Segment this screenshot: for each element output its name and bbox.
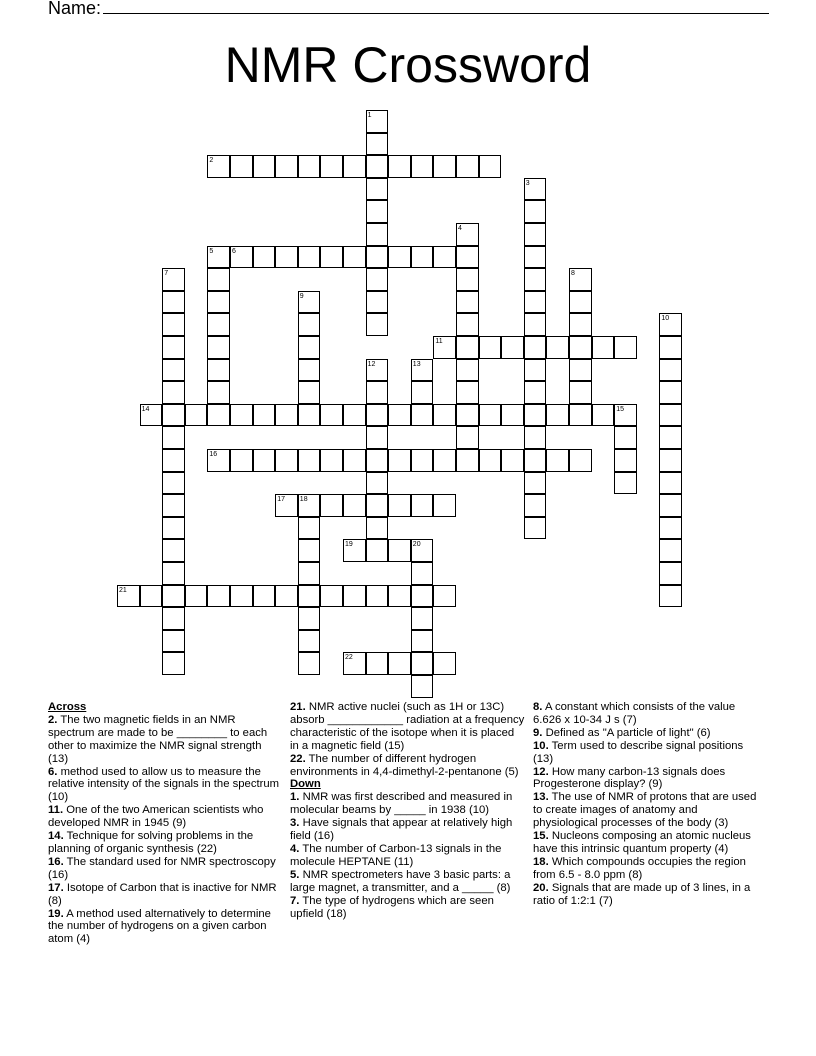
crossword-cell[interactable] bbox=[388, 585, 411, 608]
crossword-cell[interactable] bbox=[298, 517, 321, 540]
crossword-cell[interactable] bbox=[456, 426, 479, 449]
clue-number: 8 bbox=[571, 270, 575, 278]
across-clue: 17. Isotope of Carbon that is inactive for NMR (8) bbox=[48, 881, 277, 907]
crossword-cell[interactable] bbox=[479, 336, 502, 359]
crossword-cell[interactable] bbox=[659, 585, 682, 608]
crossword-cell[interactable] bbox=[546, 404, 569, 427]
crossword-cell[interactable] bbox=[479, 404, 502, 427]
crossword-cell[interactable] bbox=[569, 268, 592, 291]
crossword-cell[interactable] bbox=[479, 449, 502, 472]
crossword-cell[interactable] bbox=[366, 381, 389, 404]
crossword-cell[interactable] bbox=[275, 404, 298, 427]
crossword-cell[interactable] bbox=[162, 381, 185, 404]
crossword-cell[interactable] bbox=[456, 268, 479, 291]
crossword-cell[interactable] bbox=[162, 539, 185, 562]
crossword-cell[interactable] bbox=[207, 449, 230, 472]
across-clue: 14. Technique for solving problems in the planning of organic synthesis (22) bbox=[48, 830, 254, 855]
crossword-cell[interactable] bbox=[524, 426, 547, 449]
crossword-cell[interactable] bbox=[411, 539, 434, 562]
clue-number: 17 bbox=[277, 496, 285, 504]
crossword-cell[interactable] bbox=[207, 268, 230, 291]
crossword-cell[interactable] bbox=[456, 449, 479, 472]
across-clue: 2. The two magnetic fields in an NMR spectrum are made to be ________ to each other to maximize the NMR signal strength (13) bbox=[48, 713, 268, 765]
crossword-cell[interactable] bbox=[343, 585, 366, 608]
crossword-cell[interactable] bbox=[298, 246, 321, 269]
crossword-cell[interactable] bbox=[659, 426, 682, 449]
crossword-cell[interactable] bbox=[298, 630, 321, 653]
crossword-cell[interactable] bbox=[366, 155, 389, 178]
across-clue: 21. NMR active nuclei (such as 1H or 13C) absorb ____________ radiation at a frequency characteristic of the isotope when it is placed in a magnetic field (15) bbox=[290, 701, 525, 752]
crossword-cell[interactable] bbox=[456, 404, 479, 427]
crossword-cell[interactable] bbox=[366, 291, 389, 314]
crossword-cell[interactable] bbox=[501, 449, 524, 472]
crossword-cell[interactable] bbox=[298, 562, 321, 585]
down-clue: 13. The use of NMR of protons that are used to create images of anatomy and physiological processes of the body (3) bbox=[533, 791, 757, 830]
crossword-cell[interactable] bbox=[366, 359, 389, 382]
crossword-cell[interactable] bbox=[433, 155, 456, 178]
crossword-cell[interactable] bbox=[501, 336, 524, 359]
crossword-cell[interactable] bbox=[298, 494, 321, 517]
crossword-cell[interactable] bbox=[207, 359, 230, 382]
clue-number: 12 bbox=[367, 360, 376, 368]
crossword-cell[interactable] bbox=[524, 449, 547, 472]
crossword-cell[interactable] bbox=[479, 155, 502, 178]
crossword-cell[interactable] bbox=[253, 155, 276, 178]
clue-number: 20 bbox=[412, 541, 421, 549]
crossword-cell[interactable] bbox=[162, 607, 185, 630]
crossword-cell[interactable] bbox=[343, 539, 366, 562]
clue-number: 9 bbox=[299, 292, 304, 300]
crossword-cell[interactable] bbox=[569, 291, 592, 314]
crossword-cell[interactable] bbox=[275, 449, 298, 472]
crossword-cell[interactable] bbox=[659, 539, 682, 562]
crossword-cell[interactable] bbox=[411, 585, 434, 608]
down-clue: 1. NMR was first described and measured in molecular beams by _____ in 1938 (10) bbox=[290, 791, 513, 817]
clue-number: 11 bbox=[435, 338, 443, 345]
crossword-cell[interactable] bbox=[162, 359, 185, 382]
crossword-cell[interactable] bbox=[433, 494, 456, 517]
crossword-cell[interactable] bbox=[388, 246, 411, 269]
crossword-cell[interactable] bbox=[592, 336, 615, 359]
crossword-cell[interactable] bbox=[456, 313, 479, 336]
crossword-cell[interactable] bbox=[343, 404, 366, 427]
crossword-cell[interactable] bbox=[366, 449, 389, 472]
crossword-cell[interactable] bbox=[366, 517, 389, 540]
crossword-cell[interactable] bbox=[433, 449, 456, 472]
crossword-cell[interactable] bbox=[411, 652, 434, 675]
crossword-cell[interactable] bbox=[546, 449, 569, 472]
crossword-cell[interactable] bbox=[320, 246, 343, 269]
crossword-cell[interactable] bbox=[298, 607, 321, 630]
crossword-cell[interactable] bbox=[320, 404, 343, 427]
crossword-cell[interactable] bbox=[388, 155, 411, 178]
crossword-cell[interactable] bbox=[411, 675, 434, 698]
crossword-cell[interactable] bbox=[456, 155, 479, 178]
crossword-cell[interactable] bbox=[230, 449, 253, 472]
crossword-cell[interactable] bbox=[343, 494, 366, 517]
crossword-cell[interactable] bbox=[524, 381, 547, 404]
crossword-cell[interactable] bbox=[659, 336, 682, 359]
clue-number: 18 bbox=[299, 496, 308, 504]
crossword-cell[interactable] bbox=[524, 517, 547, 540]
crossword-cell[interactable] bbox=[298, 404, 321, 427]
crossword-cell[interactable] bbox=[659, 472, 682, 495]
crossword-cell[interactable] bbox=[524, 336, 547, 359]
crossword-cell[interactable] bbox=[366, 585, 389, 608]
crossword-cell[interactable] bbox=[162, 494, 185, 517]
clue-number: 1 bbox=[367, 112, 372, 119]
crossword-cell[interactable] bbox=[162, 426, 185, 449]
crossword-cell[interactable] bbox=[614, 472, 637, 495]
crossword-cell[interactable] bbox=[230, 404, 253, 427]
crossword-cell[interactable] bbox=[162, 585, 185, 608]
crossword-cell[interactable] bbox=[456, 291, 479, 314]
across-clue: 16. The standard used for NMR spectroscopy (16) bbox=[48, 855, 276, 881]
crossword-cell[interactable] bbox=[253, 585, 276, 608]
crossword-cell[interactable] bbox=[388, 652, 411, 675]
crossword-cell[interactable] bbox=[298, 291, 321, 314]
down-clue: 20. Signals that are made up of 3 lines, in a ratio of 1:2:1 (7) bbox=[533, 881, 751, 907]
crossword-cell[interactable] bbox=[298, 336, 321, 359]
crossword-cell[interactable] bbox=[524, 291, 547, 314]
crossword-cell[interactable] bbox=[275, 246, 298, 269]
crossword-cell[interactable] bbox=[366, 178, 389, 201]
across-clue: 11. One of the two American scientists who developed NMR in 1945 (9) bbox=[48, 804, 264, 830]
crossword-cell[interactable] bbox=[569, 359, 592, 382]
down-clue: 5. NMR spectrometers have 3 basic parts: a large magnet, a transmitter, and a _____ (8) bbox=[290, 868, 511, 894]
crossword-cell[interactable] bbox=[411, 404, 434, 427]
crossword-cell[interactable] bbox=[298, 313, 321, 336]
crossword-cell[interactable] bbox=[366, 652, 389, 675]
crossword-cell[interactable] bbox=[614, 336, 637, 359]
crossword-cell[interactable] bbox=[366, 110, 389, 133]
clue-number: 2 bbox=[209, 157, 214, 165]
crossword-cell[interactable] bbox=[456, 359, 479, 382]
crossword-cell[interactable] bbox=[659, 562, 682, 585]
crossword-cell[interactable] bbox=[162, 517, 185, 540]
crossword-cell[interactable] bbox=[207, 155, 230, 178]
crossword-cell[interactable] bbox=[140, 585, 163, 608]
crossword-cell[interactable] bbox=[388, 494, 411, 517]
crossword-cell[interactable] bbox=[207, 291, 230, 314]
crossword-cell[interactable] bbox=[162, 313, 185, 336]
crossword-cell[interactable] bbox=[343, 652, 366, 675]
crossword-cell[interactable] bbox=[253, 449, 276, 472]
crossword-cell[interactable] bbox=[569, 336, 592, 359]
crossword-cell[interactable] bbox=[433, 336, 456, 359]
crossword-cell[interactable] bbox=[524, 200, 547, 223]
crossword-cell[interactable] bbox=[524, 472, 547, 495]
crossword-cell[interactable] bbox=[524, 268, 547, 291]
crossword-cell[interactable] bbox=[298, 359, 321, 382]
crossword-cell[interactable] bbox=[433, 585, 456, 608]
crossword-cell[interactable] bbox=[388, 539, 411, 562]
crossword-cell[interactable] bbox=[366, 313, 389, 336]
crossword-cell[interactable] bbox=[433, 652, 456, 675]
crossword-cell[interactable] bbox=[207, 313, 230, 336]
crossword-cell[interactable] bbox=[366, 426, 389, 449]
crossword-cell[interactable] bbox=[366, 246, 389, 269]
crossword-cell[interactable] bbox=[524, 494, 547, 517]
clue-number: 3 bbox=[525, 179, 530, 187]
crossword-cell[interactable] bbox=[411, 155, 434, 178]
crossword-cell[interactable] bbox=[659, 404, 682, 427]
crossword-cell[interactable] bbox=[343, 246, 366, 269]
crossword-cell[interactable] bbox=[546, 336, 569, 359]
crossword-cell[interactable] bbox=[162, 449, 185, 472]
crossword-cell[interactable] bbox=[524, 404, 547, 427]
crossword-cell[interactable] bbox=[343, 155, 366, 178]
clue-column-2 bbox=[290, 701, 526, 920]
crossword-cell[interactable] bbox=[185, 404, 208, 427]
crossword-cell[interactable] bbox=[162, 562, 185, 585]
clue-number: 14 bbox=[141, 405, 150, 413]
clue-number: 22 bbox=[345, 654, 353, 662]
crossword-cell[interactable] bbox=[185, 585, 208, 608]
crossword-cell[interactable] bbox=[162, 472, 185, 495]
crossword-cell[interactable] bbox=[411, 562, 434, 585]
crossword-cell[interactable] bbox=[524, 246, 547, 269]
crossword-cell[interactable] bbox=[253, 246, 276, 269]
crossword-cell[interactable] bbox=[433, 246, 456, 269]
crossword-cell[interactable] bbox=[298, 585, 321, 608]
crossword-cell[interactable] bbox=[411, 359, 434, 382]
crossword-cell[interactable] bbox=[659, 313, 682, 336]
down-clue: 15. Nucleons composing an atomic nucleus have this intrinsic quantum property (4) bbox=[533, 830, 751, 855]
down-clue: 12. How many carbon-13 signals does Progesterone display? (9) bbox=[533, 765, 726, 791]
crossword-cell[interactable] bbox=[614, 426, 637, 449]
crossword-cell[interactable] bbox=[569, 381, 592, 404]
crossword-cell[interactable] bbox=[524, 178, 547, 201]
crossword-cell[interactable] bbox=[298, 381, 321, 404]
crossword-cell[interactable] bbox=[411, 630, 434, 653]
clue-number: 15 bbox=[616, 405, 624, 413]
crossword-cell[interactable] bbox=[388, 404, 411, 427]
crossword-cell[interactable] bbox=[253, 404, 276, 427]
name-label: Name: bbox=[48, 0, 102, 18]
crossword-cell[interactable] bbox=[659, 517, 682, 540]
down-clue: 4. The number of Carbon-13 signals in the molecule HEPTANE (11) bbox=[290, 842, 502, 868]
across-clue: 22. The number of different hydrogen environments in 4,4-dimethyl-2-pentanone (5) bbox=[290, 752, 519, 778]
clue-number: 16 bbox=[209, 451, 218, 458]
crossword-cell[interactable] bbox=[230, 585, 253, 608]
crossword-cell[interactable] bbox=[320, 494, 343, 517]
crossword-cell[interactable] bbox=[320, 585, 343, 608]
crossword-cell[interactable] bbox=[411, 607, 434, 630]
crossword-cell[interactable] bbox=[275, 494, 298, 517]
crossword-cell[interactable] bbox=[320, 449, 343, 472]
crossword-cell[interactable] bbox=[207, 336, 230, 359]
crossword-cell[interactable] bbox=[569, 313, 592, 336]
crossword-cell[interactable] bbox=[343, 449, 366, 472]
crossword-cell[interactable] bbox=[659, 494, 682, 517]
down-clue: 8. A constant which consists of the value 6.626 x 10-34 J s (7) bbox=[533, 701, 736, 726]
crossword-cell[interactable] bbox=[659, 381, 682, 404]
clue-column-1 bbox=[48, 701, 280, 946]
clue-number: 19 bbox=[345, 541, 353, 549]
across-heading: Across bbox=[48, 701, 87, 713]
crossword-cell[interactable] bbox=[298, 652, 321, 675]
crossword-cell[interactable] bbox=[275, 585, 298, 608]
crossword-cell[interactable] bbox=[366, 494, 389, 517]
across-clue: 6. method used to allow us to measure the relative intensity of the signals in the spectrum (10) bbox=[48, 765, 280, 804]
crossword-cell[interactable] bbox=[162, 630, 185, 653]
crossword-cell[interactable] bbox=[366, 200, 389, 223]
crossword-cell[interactable] bbox=[207, 404, 230, 427]
crossword-cell[interactable] bbox=[298, 155, 321, 178]
down-clue: 10. Term used to describe signal positions (13) bbox=[533, 739, 744, 765]
crossword-cell[interactable] bbox=[140, 404, 163, 427]
crossword-cell[interactable] bbox=[659, 449, 682, 472]
crossword-cell[interactable] bbox=[411, 494, 434, 517]
crossword-cell[interactable] bbox=[320, 155, 343, 178]
crossword-cell[interactable] bbox=[592, 404, 615, 427]
clue-number: 4 bbox=[458, 225, 462, 232]
crossword-cell[interactable] bbox=[366, 404, 389, 427]
crossword-cell[interactable] bbox=[501, 404, 524, 427]
clue-number: 13 bbox=[412, 360, 421, 368]
down-clue: 3. Have signals that appear at relatively high field (16) bbox=[290, 817, 513, 843]
crossword-cell[interactable] bbox=[456, 336, 479, 359]
crossword-cell[interactable] bbox=[366, 223, 389, 246]
crossword-cell[interactable] bbox=[162, 404, 185, 427]
crossword-cell[interactable] bbox=[411, 246, 434, 269]
clue-number: 6 bbox=[232, 247, 236, 255]
crossword-cell[interactable] bbox=[524, 359, 547, 382]
clue-column-3 bbox=[533, 701, 763, 908]
crossword-cell[interactable] bbox=[162, 268, 185, 291]
crossword-cell[interactable] bbox=[411, 381, 434, 404]
crossword-cell[interactable] bbox=[207, 585, 230, 608]
crossword-cell[interactable] bbox=[456, 381, 479, 404]
crossword-cell[interactable] bbox=[162, 291, 185, 314]
crossword-cell[interactable] bbox=[275, 155, 298, 178]
clue-number: 10 bbox=[661, 315, 670, 323]
crossword-cell[interactable] bbox=[117, 585, 140, 608]
crossword-cell[interactable] bbox=[162, 652, 185, 675]
page-title: NMR Crossword bbox=[224, 37, 592, 93]
crossword-cell[interactable] bbox=[298, 539, 321, 562]
down-clue: 7. The type of hydrogens which are seen upfield (18) bbox=[290, 894, 494, 920]
clue-number: 5 bbox=[209, 247, 214, 255]
crossword-cell[interactable] bbox=[433, 404, 456, 427]
crossword-cell[interactable] bbox=[659, 359, 682, 382]
crossword-cell[interactable] bbox=[388, 449, 411, 472]
across-clue: 19. A method used alternatively to determine the number of hydrogens on a given carbon atom (4) bbox=[48, 907, 271, 946]
crossword-cell[interactable] bbox=[411, 449, 434, 472]
crossword-cell[interactable] bbox=[230, 246, 253, 269]
crossword-cell[interactable] bbox=[366, 133, 389, 156]
crossword-cell[interactable] bbox=[207, 246, 230, 269]
crossword-cell[interactable] bbox=[366, 268, 389, 291]
down-clue: 18. Which compounds occupies the region from 6.5 - 8.0 ppm (8) bbox=[533, 855, 746, 881]
crossword-cell[interactable] bbox=[162, 336, 185, 359]
crossword-cell[interactable] bbox=[569, 404, 592, 427]
crossword-cell[interactable] bbox=[614, 449, 637, 472]
crossword-cell[interactable] bbox=[456, 223, 479, 246]
crossword-cell[interactable] bbox=[207, 381, 230, 404]
crossword-cell[interactable] bbox=[524, 223, 547, 246]
down-heading: Down bbox=[290, 778, 321, 791]
crossword-cell[interactable] bbox=[298, 449, 321, 472]
crossword-cell[interactable] bbox=[569, 449, 592, 472]
clue-number: 7 bbox=[164, 270, 169, 278]
crossword-cell[interactable] bbox=[230, 155, 253, 178]
crossword-cell[interactable] bbox=[456, 246, 479, 269]
clue-number: 21 bbox=[119, 586, 127, 594]
crossword-cell[interactable] bbox=[366, 539, 389, 562]
crossword-cell[interactable] bbox=[524, 313, 547, 336]
crossword-cell[interactable] bbox=[614, 404, 637, 427]
crossword-cell[interactable] bbox=[366, 472, 389, 495]
down-clue: 9. Defined as "A particle of light" (6) bbox=[533, 726, 711, 739]
